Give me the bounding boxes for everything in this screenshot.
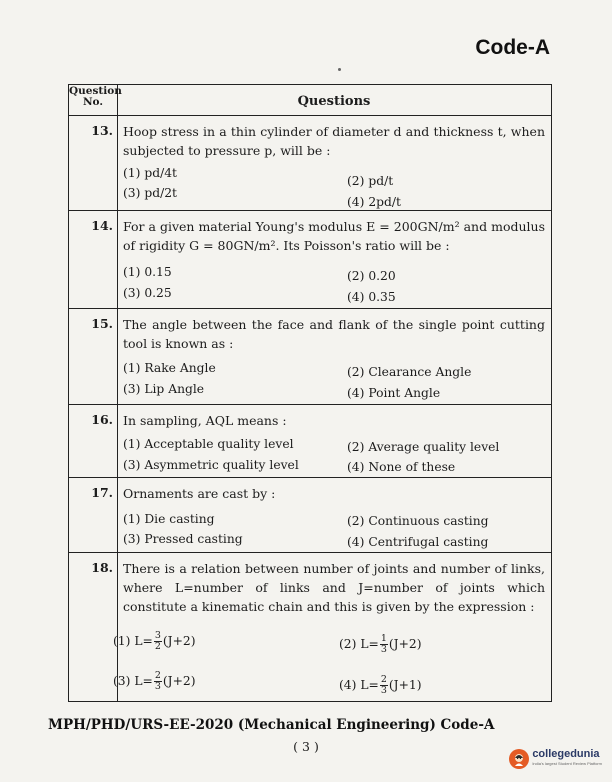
question-13-text: Hoop stress in a thin cylinder of diameter d and thickness t, when subjected to pressure p, will be : (123, 124, 545, 158)
row-divider (69, 404, 551, 405)
collegedunia-logo-icon (509, 749, 529, 769)
fraction: $\frac{2}{3}$ (380, 674, 387, 696)
question-13-option-2: (2) pd/t (347, 174, 394, 188)
question-16-text: In sampling, AQL means : (123, 413, 287, 428)
question-17-text: Ornaments are cast by : (123, 486, 276, 501)
question-18-option-2: (2) L= $\frac{1}{3}$ (J+2) (339, 633, 422, 655)
row-divider (69, 552, 551, 553)
question-13-option-1: (1) pd/4t (123, 166, 177, 180)
footer-title: MPH/PHD/URS-EE-2020 (Mechanical Engineering) Code-A (48, 717, 495, 733)
fraction: $\frac{2}{3}$ (154, 670, 161, 692)
watermark-tagline: India's largest Student Review Platform (532, 761, 602, 766)
question-17-option-3: (3) Pressed casting (123, 532, 243, 546)
question-14-option-2: (2) 0.20 (347, 269, 396, 283)
question-17-option-4: (4) Centrifugal casting (347, 535, 489, 549)
row-divider (69, 308, 551, 309)
question-17-number: 17. (91, 485, 113, 500)
paper-code: Code-A (475, 36, 550, 59)
question-16-option-4: (4) None of these (347, 460, 456, 474)
question-17-option-1: (1) Die casting (123, 512, 215, 526)
question-15-text: The angle between the face and flank of the single point cutting tool is known as : (123, 317, 545, 351)
question-14-option-3: (3) 0.25 (123, 286, 172, 300)
page-number: ( 3 ) (293, 739, 319, 754)
question-16-option-3: (3) Asymmetric quality level (123, 458, 299, 472)
question-18-option-1: (1) L= $\frac{3}{2}$ (J+2) (113, 630, 196, 652)
question-15-option-3: (3) Lip Angle (123, 382, 205, 396)
question-16-number: 16. (91, 412, 113, 427)
question-13-number: 13. (91, 123, 113, 138)
question-14-option-1: (1) 0.15 (123, 265, 172, 279)
question-15-number: 15. (91, 316, 113, 331)
speck (338, 68, 341, 71)
row-divider (69, 115, 551, 116)
column-divider (117, 85, 118, 701)
question-15-option-1: (1) Rake Angle (123, 361, 216, 375)
fraction: $\frac{1}{3}$ (380, 633, 387, 655)
question-16-option-2: (2) Average quality level (347, 440, 500, 454)
question-17-option-2: (2) Continuous casting (347, 514, 489, 528)
question-14-option-4: (4) 0.35 (347, 290, 396, 304)
watermark-name: collegedunia (532, 748, 600, 760)
question-18-option-3: (3) L= $\frac{2}{3}$ (J+2) (113, 670, 196, 692)
question-13-option-3: (3) pd/2t (123, 186, 177, 200)
question-16-option-1: (1) Acceptable quality level (123, 437, 294, 451)
question-table (68, 84, 552, 702)
row-divider (69, 210, 551, 211)
question-18-option-4: (4) L= $\frac{2}{3}$ (J+1) (339, 674, 422, 696)
question-14-number: 14. (91, 218, 113, 233)
question-15-option-2: (2) Clearance Angle (347, 365, 472, 379)
fraction: $\frac{3}{2}$ (154, 630, 161, 652)
collegedunia-watermark (509, 746, 602, 772)
question-18-text: There is a relation between number of joints and number of links, where L=number of links and J=number of joints which constitute a kinematic chain and this is given by the expression : (123, 561, 545, 614)
row-divider (69, 477, 551, 478)
column-header-questions: Questions (297, 94, 371, 109)
question-15-option-4: (4) Point Angle (347, 386, 441, 400)
question-14-text: For a given material Young's modulus E = 200GN/m² and modulus of rigidity G = 80GN/m². Its Poisson's ratio will be : (123, 219, 545, 253)
question-13-option-4: (4) 2pd/t (347, 195, 401, 209)
column-header-question-no: Question No. (69, 85, 122, 108)
question-18-number: 18. (91, 560, 113, 575)
